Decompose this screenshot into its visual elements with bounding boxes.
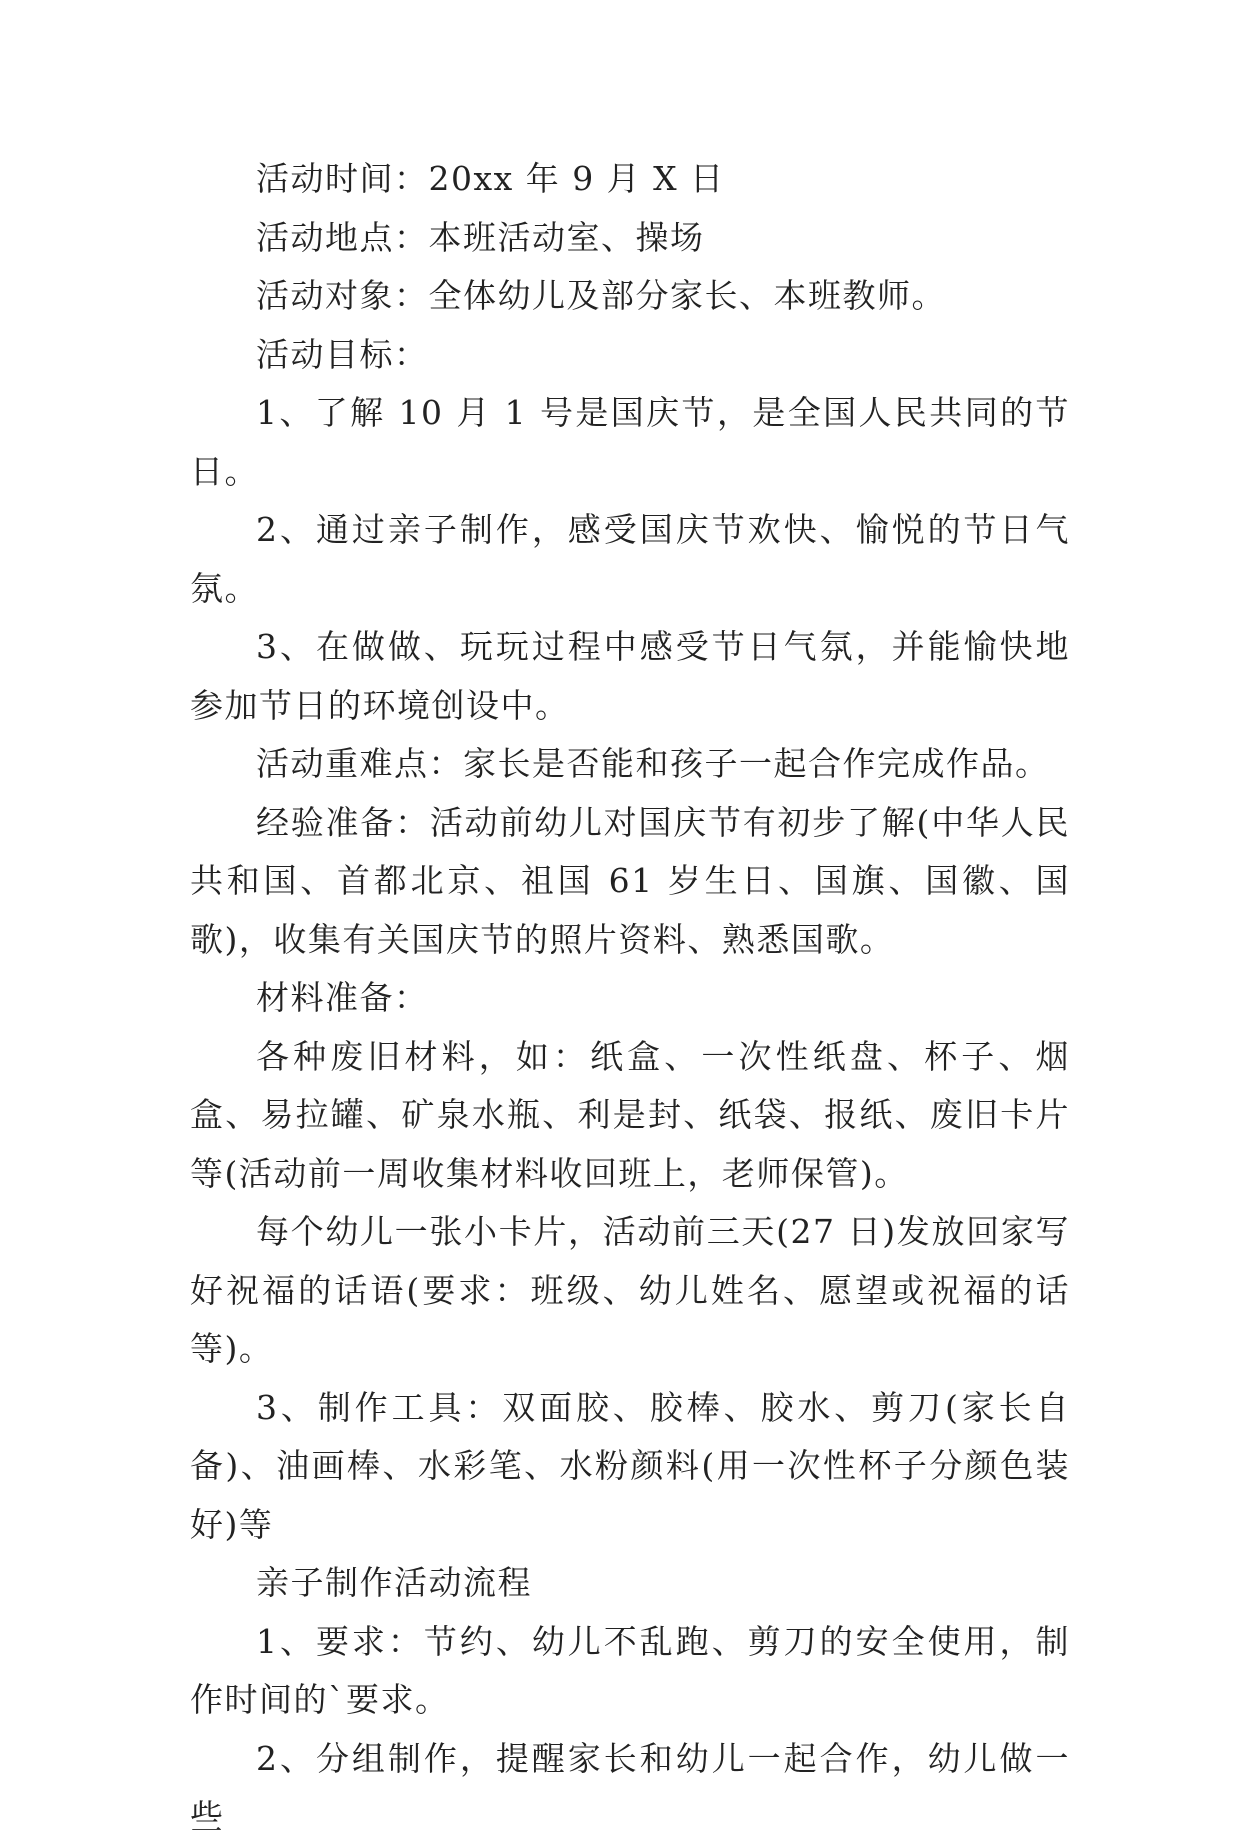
- tools-paragraph: 3、制作工具：双面胶、胶棒、胶水、剪刀(家长自备)、油画棒、水彩笔、水粉颜料(用一次性杯子分颜色装好)等: [190, 1387, 1070, 1544]
- procedure-heading: 亲子制作活动流程: [256, 1563, 532, 1602]
- goal-item-3: 3、在做做、玩玩过程中感受节日气氛，并能愉快地参加节日的环境创设中。: [190, 627, 1070, 725]
- document-body: [190, 150, 1070, 1847]
- key-difficulty-line: 活动重难点：家长是否能和孩子一起合作完成作品。: [256, 744, 1050, 783]
- material-prep-heading: 材料准备：: [256, 978, 429, 1017]
- activity-participants-line: 活动对象：全体幼儿及部分家长、本班教师。: [256, 276, 946, 315]
- goal-item-1: 1、了解 10 月 1 号是国庆节，是全国人民共同的节日。: [190, 393, 1070, 491]
- experience-prep-paragraph: 经验准备：活动前幼儿对国庆节有初步了解(中华人民共和国、首都北京、祖国 61 岁生日、国旗、国徽、国歌)，收集有关国庆节的照片资料、熟悉国歌。: [190, 802, 1070, 959]
- materials-paragraph: 各种废旧材料，如：纸盒、一次性纸盘、杯子、烟盒、易拉罐、矿泉水瓶、利是封、纸袋、报纸、废旧卡片等(活动前一周收集材料收回班上，老师保管)。: [190, 1036, 1070, 1193]
- card-paragraph: 每个幼儿一张小卡片，活动前三天(27 日)发放回家写好祝福的话语(要求：班级、幼儿姓名、愿望或祝福的话等)。: [190, 1212, 1070, 1368]
- activity-location-line: 活动地点：本班活动室、操场: [256, 217, 705, 257]
- activity-time-line: 活动时间：20xx 年 9 月 X 日: [256, 159, 725, 198]
- procedure-item-1: 1、要求：节约、幼儿不乱跑、剪刀的安全使用，制作时间的`要求。: [190, 1621, 1070, 1719]
- procedure-item-2: 2、分组制作，提醒家长和幼儿一起合作，幼儿做一些: [190, 1738, 1070, 1836]
- activity-goals-heading: 活动目标：: [256, 334, 429, 374]
- goal-item-2: 2、通过亲子制作，感受国庆节欢快、愉悦的节日气氛。: [190, 510, 1070, 608]
